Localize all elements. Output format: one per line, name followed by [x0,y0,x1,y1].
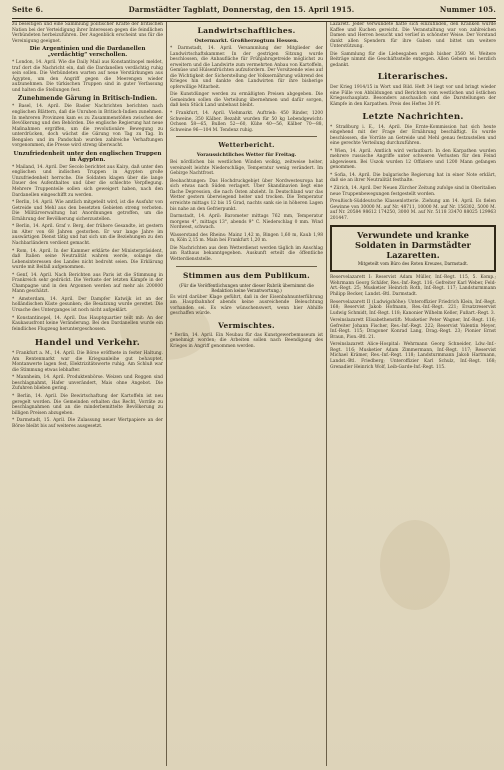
article-text: * Mailand, 14. April. Der Secolo berichtet aus Kairo, daß unter den englischen und indischen Truppen in Ägypten große Unzufriedenheit herrsche. Die Soldaten klagen über die lange Dauer des Aufenthaltes und über die schlechte Verpflegung. Mehrere Truppenteile sollen sich geweigert haben, nach den Dardanellen eingeschifft zu werden. [12,164,163,198]
article-headline: Die Argentinien und die Dardanellen „verdächtig“ verschollen. [29,46,146,59]
article-text: * London, 14. April. Wie die Daily Mail aus Konstantinopel meldet, traf dort die Nachricht ein, daß die Dardanellen verdächtig ruhig sein sollen. Die Verbündeten warten auf neue Verstärkungen aus Ägypten, um den Angriff gegen die Meerengen wieder aufzunehmen. Die türkischen Truppen sind in guter Verfassung und halten die Stellungen fest. [12,60,163,93]
article-text: Lazarett. Jeder Verwundete hatte sich einzufinden, den Kranken wurde Kaffee und Kuchen gereicht. Die Veranstaltung war von zahlreichen Damen und Herren besucht und verlief in schönster Weise. Der Vorstand dankt allen Spendern für ihre Gaben und bittet um weitere Unterstützung. [330,22,496,50]
article-text: Die Kunstdünger werden zu ermäßigten Preisen abgegeben. Die Gemeinden sollen die Verteilung übernehmen und dafür sorgen, daß kein Stück Land unbebaut bleibt. [170,92,323,109]
article-text: * Rom, 14. April. In der Kammer erklärte der Ministerpräsident, daß Italien seine Neutralität wahren werde, solange die Lebensinteressen des Landes nicht bedroht seien. Die Erklärung wurde mit Beifall aufgenommen. [12,248,163,271]
divider [176,266,317,267]
section-subheading: Voraussichtliches Wetter für Freitag. [196,152,297,159]
divider [176,136,317,137]
article-text: * Amsterdam, 14. April. Der Dampfer Katwijk ist an der holländischen Küste gesunken; die Besatzung wurde gerettet. Die Ursache des Unterganges ist noch nicht aufgeklärt. [12,296,163,313]
column-divider [166,22,167,766]
article-text: Die Sammlung für die Liebesgaben ergab bisher 3560 M. Weitere Beiträge nimmt die Geschäftsstelle entgegen. Allen Gebern sei herzlich gedankt. [330,51,496,68]
issue-number: Nummer 105. [439,5,496,14]
section-heading: Letzte Nachrichten. [362,111,464,122]
article-text: * Basel, 14. April. Die Basler Nachrichten berichten nach englischen Blättern, daß die Unruhen in Britisch-Indien zunehmen. In mehreren Provinzen kam es zu Zusammenstößen zwischen der Bevölkerung und den Behörden. Die englische Regierung hat neue Maßnahmen ergriffen, um die revolutionäre Bewegung zu unterdrücken, doch wächst die Gärung von Tag zu Tag. In Bengalen und im Pandschab wurden zahlreiche Verhaftungen vorgenommen, die Presse wird streng überwacht. [12,104,163,149]
section-heading: Wetterbericht. [218,141,275,150]
section-subheading: (Für die Veröffentlichungen unter dieser Rubrik übernimmt die Redaktion keine Verantwortung.) [179,282,314,293]
article-text: Beobachtungen: Das Hochdruckgebiet über Nordwesteuropa hat sich etwas nach Süden verlagert. Über Skandinavien liegt eine flache Depression, die nach Osten abzieht. In Deutschland war das Wetter gestern überwiegend heiter und trocken. Die Temperatur erreichte mittags 12 bis 15 Grad, nachts sank sie in höheren Lagen bis nahe an den Gefrierpunkt. [170,178,323,212]
casualty-list-text: Reservelazarett I: Reservist Adam Müller, Inf.-Regt. 115, 5. Komp.; Wehrmann Georg Schäfer, Res.-Inf.-Regt. 116; Gefreiter Karl Weber, Feld-Art.-Regt. 25; Musketier Heinrich Roth, Inf.-Regt. 117; Landsturmmann Philipp Becker, Landst.-Btl. Darmstadt. [330,275,496,297]
article-text: Darmstadt, 14. April: Barometer mittags 762 mm, Temperatur morgens 4°, mittags 13°, abends 9° C. Niederschlag 0 mm. Wind Nordwest, schwach. [170,214,323,231]
newspaper-date-line: Darmstädter Tagblatt, Donnerstag, den 15. April 1915. [128,5,355,14]
column-divider [326,22,327,766]
section-subheading: Ostermarkt. Großherzogtum Hessen. [194,38,299,44]
article-text: * Straßburg i. E., 14. April. Die Ernte-Kommission hat sich heute eingehend mit der Frage der Ernährung beschäftigt. Es wurde beschlossen, die Vorräte an Getreide und Mehl genau festzustellen und eine gerechte Verteilung durchzuführen. [330,124,496,147]
section-heading: Literarisches. [377,72,449,83]
box-title: Verwundete und kranke Soldaten in Darmstädter Lazaretten. [355,230,471,261]
article-text: * Konstantinopel, 14. April. Das Hauptquartier teilt mit: An der Kaukasusfront keine Veränderung. Bei den Dardanellen wurde ein feindliches Flugzeug heruntergeschossen. [12,315,163,332]
article-text: Der Krieg 1914/15 in Wort und Bild. Heft 34 liegt vor und bringt wieder eine Fülle von Abbildungen und Berichten vom westlichen und östlichen Kriegsschauplatz. Besonders anschaulich sind die Darstellungen der Kämpfe in den Karpathen. Preis des Heftes 30 Pf. [330,85,496,108]
masthead [12,2,496,17]
article-text: * Zürich, 14. April. Der Neuen Zürcher Zeitung zufolge sind in Oberitalien neue Truppenbewegungen festgestellt worden. [330,186,496,197]
section-heading: Handel und Verkehr. [34,338,141,349]
article-text: * Berlin, 14. April. Die Bewirtschaftung der Kartoffeln ist neu geregelt worden. Die Gemeinden erhalten das Recht, Vorräte zu beschlagnahmen und an die minderbemittelte Bevölkerung zu billigen Preisen abzugeben. [12,393,163,416]
article-text: Bei nördlichen bis westlichen Winden wolkig, zeitweise heiter, vereinzelt leichte Niederschläge, Temperatur wenig verändert. Im Gebirge Nachtfrost. [170,160,323,177]
article-text: * Darmstadt, 15. April. Die Zulassung neuer Wertpapiere an der Börse bleibt bis auf weiteres ausgesetzt. [12,418,163,429]
article-text: zu beseitigen und eine Sammlung politischer Kräfte der britischen Nation bei der Verteidigung ihrer Interessen gegen die feindlichen Verbündeten herbeizuführen. Der Augenblick erscheint uns für die Vereinigung geeignet. [12,22,163,44]
article-text: * Genf, 14. April. Nach Berichten aus Paris ist die Stimmung in Frankreich sehr gedrückt. Die Verluste der letzten Kämpfe in der Champagne und in den Argonnen werden auf mehr als 200000 Mann geschätzt. [12,272,163,295]
section-heading: Landwirtschaftliches. [197,26,296,35]
article-text: Preußisch-Süddeutsche Klassenlotterie. Ziehung am 14. April. Es fielen Gewinne von 30000 M. auf Nr. 48711, 10000 M. auf Nr. 156302, 5000 M. auf Nr. 20584 98612 174250, 3000 M. auf Nr. 5118 33470 88025 129963 201447. [330,199,496,221]
box-subtitle: Mitgeteilt vom Büro des Roten Kreuzes, Darmstadt. [357,261,469,267]
article-text: Wasserstand des Rheins: Mainz 1,42 m, Bingen 1,60 m, Kaub 1,98 m, Köln 2,15 m. Main bei Frankfurt 1,20 m. [170,232,323,244]
section-heading: Vermischtes. [218,320,275,330]
casualty-list-box [330,225,496,272]
column-1 [12,22,163,766]
article-text: * Mannheim, 14. April. Produktenbörse. Weizen und Roggen sind beschlagnahmt, Hafer unverändert, Mais ohne Angebot. Die Zufuhren blieben gering. [12,375,163,392]
casualty-list-text: Vereinslazarett Alice-Hospital: Wehrmann Georg Schneider, Ldw.-Inf.-Regt. 116; Musketier Adam Zimmermann, Inf.-Regt. 117; Reservist Michael Krämer, Res.-Inf.-Regt. 118; Landsturmmann Jakob Hartmann, Landst.-Btl. Friedberg; Unteroffizier Karl Schulz, Inf.-Regt. 168; Grenadier Heinrich Wolf, Leib-Garde-Inf.-Regt. 115. [330,342,496,370]
article-headline: Zunehmende Gärung in Britisch-Indien. [17,95,158,103]
article-text: * Darmstadt, 14. April. Versammlung der Mitglieder der Landwirtschaftskammer. In der gestrigen Sitzung wurde beschlossen, die Anbaufläche für Frühjahrsgetreide möglichst zu erweitern und die Landwirte zum vermehrten Anbau von Kartoffeln, Gemüse und Hülsenfrüchten aufzufordern. Der Vorsitzende wies auf die Wichtigkeit der Sicherstellung der Volksernährung während des Krieges hin und dankte den Landwirten für ihre bisherige opferwillige Mitarbeit. [170,46,323,90]
article-text: * Wien, 14. April. Amtlich wird verlautbart: In den Karpathen wurden mehrere russische Angriffe unter schweren Verlusten für den Feind abgewiesen. Bei Uszok wurden 12 Offiziere und 1200 Mann gefangen genommen. [330,148,496,171]
article-text: * Berlin, 14. April. Graf v. Berg, der frühere Gesandte, ist gestern im Alter von 68 Jahren gestorben. Er war lange Jahre im auswärtigen Dienst tätig und hat sich um die Beziehungen zu den Nachbarländern verdient gemacht. [12,224,163,246]
casualty-list-text: Vereinslazarett Elisabethenstift: Musketier Peter Wagner, Inf.-Regt. 116; Gefreiter Johann Fischer, Res.-Inf.-Regt. 222; Reservist Valentin Meyer, Inf.-Regt. 115; Dragoner Konrad Lang, Drag.-Regt. 23; Pionier Ernst Braun, Pion.-Btl. 21. [330,318,496,340]
article-text: * Frankfurt, 14. April. Viehmarkt. Auftrieb: 450 Rinder, 1200 Schweine, 350 Kälber. Bezahlt wurden für 50 kg Lebendgewicht: Ochsen 58—65, Bullen 52—60, Kühe 40—56, Kälber 70—88, Schweine 96—104 M. Tendenz ruhig. [170,111,323,133]
column-3 [330,22,496,766]
article-text: * Frankfurt a. M., 14. April. Die Börse eröffnete in fester Haltung. Am Rentenmarkt war die Kriegsanleihe gut behauptet, Montanwerte lagen fest, Elektrizitätswerte ruhig. Am Schluß war die Stimmung etwas lebhafter. [12,351,163,373]
section-heading: Stimmen aus dem Publikum. [182,270,311,280]
casualty-list-text: Reservelazarett II (Ludwigshöhe): Unteroffizier Friedrich Klein, Inf.-Regt. 168; Reservist Jakob Hofmann, Res.-Inf.-Regt. 221; Ersatzreservist Ludwig Schmidt, Inf.-Regt. 118; Kanonier Wilhelm Keller, Fußart.-Regt. 3. [330,299,496,316]
article-text: Die Nachrichten aus dem Wetterdienst werden täglich im Anschlag am Rathaus bekanntgegeben. Auskunft erteilt die öffentliche Wetterdienststelle. [170,245,323,262]
article-text: * Sofia, 14. April. Die bulgarische Regierung hat in einer Note erklärt, daß sie an ihrer Neutralität festhalte. [330,172,496,184]
article-text: * Berlin, 14. April. Wie amtlich mitgeteilt wird, ist die Ausfuhr von Getreide und Mehl aus den besetzten Gebieten streng verboten. Die Militärverwaltung hat Anordnungen getroffen, um die Ernährung der Bevölkerung sicherzustellen. [12,200,163,222]
article-text: Es wird darüber Klage geführt, daß in der Eisenbahnunterführung am Hauptbahnhof abends keine ausreichende Beleuchtung vorhanden sei. Es wäre wünschenswert, wenn hier Abhilfe geschaffen würde. [170,294,323,317]
article-text: * Berlin, 14. April. Ein Neubau für das Kunstgewerbemuseum ist genehmigt worden; die Arbeiten sollen nach Beendigung des Krieges in Angriff genommen werden. [170,332,323,349]
article-headline: Unzufriedenheit unter den englischen Truppen in Ägypten. [13,150,162,163]
page-number: Seite 6. [12,5,44,14]
column-2 [170,22,323,766]
